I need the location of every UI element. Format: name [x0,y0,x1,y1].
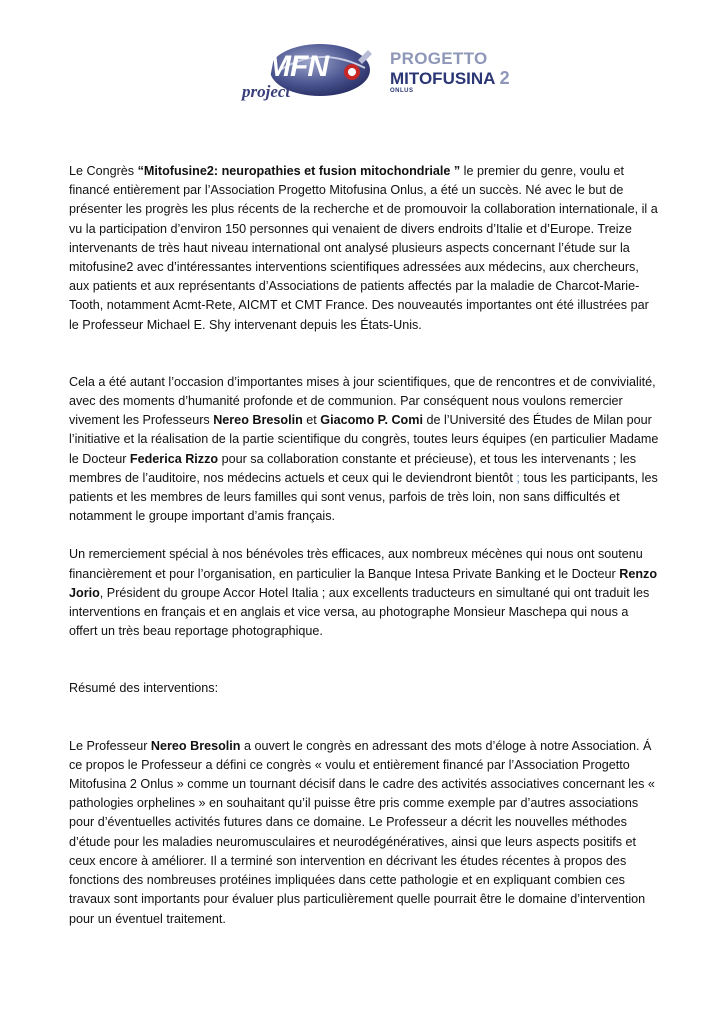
section-heading-summary: Résumé des interventions: [69,681,219,696]
name-federica-rizzo: Federica Rizzo [129,451,219,466]
text-run: tous les participants, les patients et les membres de leurs familles qui sont venus, parfois de très loin, non sans difficultés et notamment le groupe important d’amis français. [69,470,658,524]
logo-line-progetto: PROGETTO [390,49,488,68]
logo-wordmark [390,50,510,94]
text-run: , Président du groupe Accor Hotel Italia ; aux excellents traducteurs en simultané qui ont traduit les interventions en français et en anglais et vice versa, au photographe Monsieur Maschepa qui nous a offert un très beau reportage photographique. [69,585,650,639]
text-run: pour sa collaboration constante et précieuse), et tous les intervenants ; les membres de l’auditoire, nos médecins actuels et ceux qui le deviendront bientôt [69,451,637,485]
paragraph-bresolin-intervention [69,737,659,929]
name-giacomo-comi: Giacomo P. Comi [320,413,423,428]
paragraph-thanks [69,373,659,527]
congress-title: “Mitofusine2: neuropathies et fusion mitochondriale ” [137,164,461,178]
text-run: Cela a été autant l’occasion d’importantes mises à jour scientifiques, que de rencontres et de convivialité, avec des moments d’humanité profonde et de communion. Par conséquent nous voulons remercier vivement les Professeurs [69,374,656,428]
text-run: et [302,413,321,428]
text-run: Le Professeur [69,738,151,753]
text-run: Le Congrès [69,164,138,178]
logo-project-lettering: project [242,82,291,101]
logo-line-mitofusina [390,69,510,87]
paragraph-special-thanks [69,545,659,641]
text-run: de l’Université des Études de Milan pour l’initiative et la réalisation de la partie scientifique du congrès, toutes leurs équipes (en particulier Madame le Docteur [69,413,659,466]
name-renzo-jorio: Renzo Jorio [69,566,658,600]
spacer [69,641,659,679]
name-nereo-bresolin: Nereo Bresolin [213,413,303,428]
spacer [69,526,659,545]
logo-line-onlus: ONLUS [390,88,414,94]
semicolon-mark: ; [516,470,520,485]
name-nereo-bresolin: Nereo Bresolin [150,738,241,753]
text-run: le premier du genre, voulu et financé entièrement par l’Association Progetto Mitofusina Onlus, a été un succès. Né avec le but de présenter les progrès les plus récents de la recherche et de promouvoir la collaboration internationale, il a vu la participation d’environ 150 personnes qui venaient de divers endroits d’Italie et d’Europe. Treize intervenants de très haut niveau international ont analysé plusieurs aspects concernant l’étude sur la mitofusine2 avec d’intéressantes interventions scientifiques adressées aux médecins, aux chercheurs, aux patients et aux représentants d’Associations de patients affectés par la maladie de Charcot-Marie-Tooth, notamment Acmt-Rete, AICMT et CMT France. Des nouveautés importantes ont été illustrées par le Professeur Michael E. Shy intervenant depuis les États-Unis. [69,164,658,332]
text-run: Un remerciement spécial à nos bénévoles très efficaces, aux nombreux mécènes qui nous ont soutenu financièrement et pour l’organisation, en particulier la Banque Intesa Private Banking et le Docteur [69,547,643,581]
document-body [69,162,659,929]
spacer [69,335,659,373]
spacer [69,699,659,737]
text-run: a ouvert le congrès en adressant des mots d’éloge à notre Association. Á ce propos le Professeur a défini ce congrès « voulu et entièrement financé par l’Association Progetto Mitofusina 2 Onlus » comme un tournant décisif dans le cadre des activités associatives concernant les « pathologies orphelines » en souhaitant qu’il puisse être pris comme exemple par d’autres associations pour d’éventuelles activités futures dans ce domaine. Le Professeur a décrit les nouvelles méthodes d’étude pour les maladies neuromusculaires et neurodégénératives, ainsi que leurs aspects positifs et ceux encore à améliorer. Il a terminé son intervention en décrivant les études récentes à propos des fonctions des nombreuses protéines impliquées dans cette pathologie et en expliquant combien ces travaux sont importants pour évaluer plus particulièrement quelle pourrait être le domaine d’intervention pour un éventuel traitement. [69,738,655,926]
association-logo [240,40,510,110]
logo-mitofusina-number: 2 [499,68,510,88]
paragraph-congress-intro [69,162,659,335]
logo-mitofusina-text: MITOFUSINA [390,69,495,88]
logo-mfn-lettering: MFN [266,50,328,83]
